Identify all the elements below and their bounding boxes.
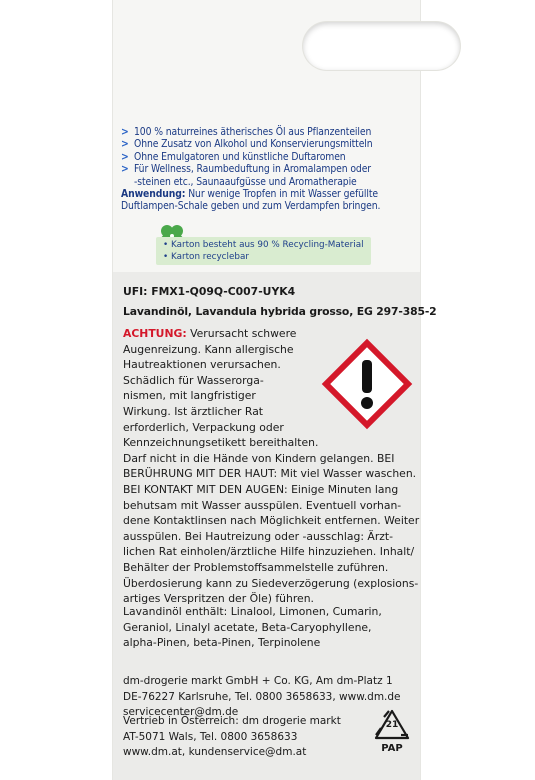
austria-line: AT-5071 Wals, Tel. 0800 3658633 <box>123 730 298 743</box>
warning-line: behutsam mit Wasser ausspülen. Eventuell vorhan- <box>123 498 402 512</box>
eco-line: • Karton besteht aus 90 % Recycling-Material <box>163 240 364 250</box>
feature-item: > 100 % naturreines ätherisches Öl aus Pflanzenteilen <box>121 126 372 138</box>
warning-line: Überdosierung kann zu Siedeverzögerung (explosions- <box>123 576 419 590</box>
chevron-icon: > <box>121 163 129 176</box>
warning-line: nismen, mit langfristiger <box>123 389 256 403</box>
feature-item-continued: -steinen etc., Saunaaufgüsse und Aromatherapie <box>134 175 357 188</box>
warning-line: Hautreaktionen verursachen. <box>123 358 281 372</box>
feature-item: > Ohne Zusatz von Alkohol und Konservierungsmitteln <box>121 138 373 151</box>
manufacturer-line: dm-drogerie markt GmbH + Co. KG, Am dm-Platz 1 <box>123 675 393 687</box>
warning-line: artiges Verspritzen der Öle) führen. <box>123 592 314 606</box>
usage-text: Anwendung: Nur wenige Tropfen in mit Wasser gefüllte <box>121 188 378 201</box>
substance-line: Lavandinöl, Lavandula hybrida grosso, EG 297-385-2 <box>123 305 437 318</box>
warning-line: Kennzeichnungsetikett bereithalten. <box>123 436 319 450</box>
austria-line: www.dm.at, kundenservice@dm.at <box>123 746 307 759</box>
austria-distribution <box>123 714 341 761</box>
warning-line: BERÜHRUNG MIT DER HAUT: Mit viel Wasser waschen. <box>123 467 417 481</box>
chevron-icon: > <box>121 150 129 163</box>
chevron-icon: > <box>121 138 129 151</box>
warning-line: lichen Rat einholen/ärztliche Hilfe hinzuziehen. Inhalt/ <box>123 545 415 559</box>
austria-line: Vertrieb in Österreich: dm drogerie markt <box>123 715 341 727</box>
ingredients-line: Lavandinöl enthält: Linalool, Limonen, Cumarin, <box>123 605 382 618</box>
warning-line: erforderlich, Verpackung oder <box>123 420 284 434</box>
feature-item: > Für Wellness, Raumbeduftung in Aromalampen oder <box>121 163 372 176</box>
warning-label: ACHTUNG: <box>123 327 187 340</box>
top-panel <box>113 0 420 272</box>
warning-line: Behälter der Problemstoffsammelstelle zuführen. <box>123 560 389 574</box>
feature-item: > Ohne Emulgatoren und künstliche Duftaromen <box>121 150 346 163</box>
warning-line: ACHTUNG: Verursacht schwere <box>123 327 297 340</box>
warning-line: BEI KONTAKT MIT DEN AUGEN: Einige Minuten lang <box>123 482 399 496</box>
ufi-code: UFI: FMX1-Q09Q-C007-UYK4 <box>123 285 296 298</box>
ingredients <box>123 604 382 651</box>
warning-line: ausspülen. Bei Hautreizung oder -ausschlag: Ärzt- <box>123 529 394 543</box>
eco-line: • Karton recyclebar <box>163 252 249 262</box>
recycling-code: PAP <box>381 743 403 754</box>
ingredients-line: Geraniol, Linalyl acetate, Beta-Caryophyllene, <box>123 620 372 634</box>
packaging-back <box>113 0 437 780</box>
warning-line: Schädlich für Wasserorga- <box>123 373 264 387</box>
usage-text-continued: Duftlampen-Schale geben und zum Verdampfen bringen. <box>121 200 381 213</box>
warning-line: Wirkung. Ist ärztlicher Rat <box>123 404 264 418</box>
feature-list <box>121 126 417 213</box>
usage-label: Anwendung: <box>121 188 186 201</box>
ingredients-line: alpha-Pinen, beta-Pinen, Terpinolene <box>123 636 321 650</box>
ghs07-exclamation-icon <box>321 338 413 430</box>
recycling-number: 21 <box>385 720 399 730</box>
warning-line: Darf nicht in die Hände von Kindern gelangen. BEI <box>123 451 395 465</box>
warning-line: dene Kontaktlinsen nach Möglichkeit entfernen. Weiter <box>123 514 420 528</box>
manufacturer-line: DE-76227 Karlsruhe, Tel. 0800 3658633, www.dm.de <box>123 690 401 703</box>
manufacturer-line: servicecenter@dm.de <box>123 706 239 719</box>
recycling-mark <box>373 708 411 756</box>
warning-line: Augenreizung. Kann allergische <box>123 342 294 356</box>
chevron-icon: > <box>121 126 129 138</box>
